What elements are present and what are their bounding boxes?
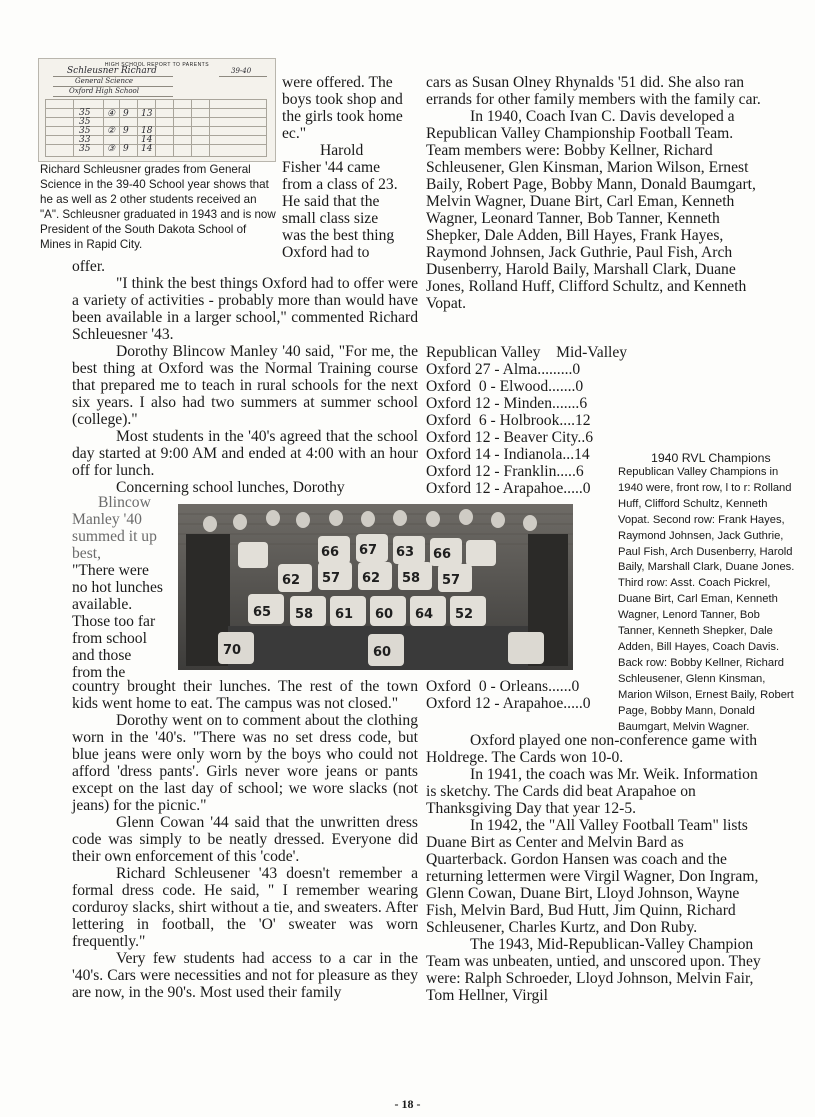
report-card-student: Schleusner Richard xyxy=(67,66,157,76)
paragraph: Dorothy Blincow Manley '40 said, "For me, the best thing at Oxford was the Normal Training course that prepared me to teach in rural schools for the next six years. I also had two summers at summer school (college)." xyxy=(72,343,418,428)
text-line: Blincow xyxy=(98,494,151,511)
column-2-top xyxy=(282,74,422,261)
caption-line: Schleusener, Glenn Kinsman, xyxy=(618,672,766,685)
report-card-subject: General Science xyxy=(75,77,134,85)
jersey-number: 52 xyxy=(455,607,474,622)
results-row: Oxford 27 - Alma.........0 xyxy=(426,361,581,378)
text-line: from school xyxy=(72,630,147,647)
report-card-school: Oxford High School xyxy=(69,87,139,95)
jersey-number: 58 xyxy=(402,571,421,586)
caption-line: Tanner, Kenneth Shepker, Dale xyxy=(618,625,773,638)
results-row: Oxford 6 - Holbrook....12 xyxy=(426,412,591,429)
report-card-image xyxy=(38,58,276,162)
text-line: boys took shop and xyxy=(282,91,403,108)
caption-line: Adden, Bill Hayes, Coach Davis. xyxy=(618,640,780,653)
caption-line: Republican Valley Champions in xyxy=(618,466,779,478)
column-3-bottom xyxy=(426,732,768,1004)
text-line: from a class of 23. xyxy=(282,176,398,193)
column-1-bottom xyxy=(72,678,418,1001)
jersey-number: 61 xyxy=(335,607,354,622)
caption-line: Raymond Johnsen, Jack Guthrie, xyxy=(618,529,784,542)
results-header-right: Mid-Valley xyxy=(556,344,628,361)
jersey-number: 57 xyxy=(442,573,461,588)
text-line: the girls took home xyxy=(282,108,403,125)
jersey-number: 60 xyxy=(373,645,392,660)
jersey-number: 62 xyxy=(282,573,301,588)
paragraph: country brought their lunches. The rest of the town kids went home to eat. The campus was not closed." xyxy=(72,678,418,712)
results-row: Oxford 12 - Minden.......6 xyxy=(426,395,588,412)
caption-line: Paul Fish, Arch Dusenberry, Harold xyxy=(618,545,793,558)
caption-line: Marion Wilson, Ernest Baily, Robert xyxy=(618,688,794,701)
text-line: best, xyxy=(72,545,102,562)
caption-line: Page, Bobby Mann, Donald xyxy=(618,704,755,717)
text-line: small class size xyxy=(282,210,379,227)
text-line: offer. xyxy=(72,258,106,275)
jersey-number: 64 xyxy=(415,607,434,622)
results-header-left: Republican Valley xyxy=(426,344,541,361)
paragraph: The 1943, Mid-Republican-Valley Champion Team was unbeaten, untied, and unscored upon. They were: Ralph Schroeder, Lloyd Johnson, Melvin Fair, Tom Hellner, Virgil xyxy=(426,936,761,1004)
text-line: available. xyxy=(72,596,133,613)
caption-line: Vopat. Second row: Frank Hayes, xyxy=(618,513,785,526)
text-line: He said that the xyxy=(282,193,380,210)
jersey-number: 60 xyxy=(375,607,394,622)
paragraph: Very few students had access to a car in the '40's. Cars were necessities and not for pleasure as they are now, in the 90's. Most used their family xyxy=(72,950,418,1001)
text-line: Manley '40 xyxy=(72,511,142,528)
report-card-caption: Richard Schleusner grades from General Science in the 39-40 School year shows that he as well as 2 other students received an "A". Schleusner graduated in 1943 and is now President of the South Dakota School of Mines in Rapid City. xyxy=(40,163,276,251)
paragraph: cars as Susan Olney Rhynalds '51 did. She also ran errands for other family members with the family car. xyxy=(426,74,761,108)
results-row: Oxford 12 - Franklin.....6 xyxy=(426,463,584,480)
results-row: Oxford 0 - Orleans......0 xyxy=(426,678,580,695)
text-line: Those too far xyxy=(72,613,156,630)
jersey-number: 58 xyxy=(295,607,314,622)
jersey-number: 66 xyxy=(433,547,452,562)
champions-caption xyxy=(618,465,815,735)
text-line: Fisher '44 came xyxy=(282,159,381,176)
text-line: Harold xyxy=(320,142,364,159)
page-number: - 18 - xyxy=(394,1097,421,1111)
text-line: was the best thing xyxy=(282,227,395,244)
text-line: summed it up xyxy=(72,528,157,545)
jersey-number: 70 xyxy=(223,643,242,658)
season-results-extra xyxy=(426,678,616,712)
jersey-number: 63 xyxy=(396,545,415,560)
paragraph: Oxford played one non-conference game with Holdrege. The Cards won 10-0. xyxy=(426,732,758,766)
team-photo xyxy=(178,504,573,670)
caption-line: Baily, Marshall Clark, Duane Jones. xyxy=(618,561,795,574)
caption-line: Third row: Asst. Coach Pickrel, xyxy=(618,577,771,590)
jersey-number: 66 xyxy=(321,545,340,560)
text-line: from the xyxy=(72,664,126,681)
text-line: were offered. The xyxy=(282,74,393,91)
report-card-year: 39-40 xyxy=(231,67,252,75)
text-line: and those xyxy=(72,647,132,664)
caption-line: Duane Birt, Carl Eman, Kenneth xyxy=(618,593,778,606)
paragraph: Glenn Cowan '44 said that the unwritten dress code was simply to be neatly dressed. Everyone did their own enforcement of this 'code'. xyxy=(72,814,418,865)
jersey-number: 67 xyxy=(359,543,378,558)
text-line: no hot lunches xyxy=(72,579,163,596)
jersey-number: 57 xyxy=(322,571,341,586)
jersey-number: 62 xyxy=(362,571,381,586)
results-row: Oxford 14 - Indianola...14 xyxy=(426,446,590,463)
text-line: ec." xyxy=(282,125,307,142)
paragraph: Dorothy went on to comment about the clothing worn in the '40's. "There was no set dress code, but blue jeans were only worn by the boys who could not afford 'dress pants'. Girls never wore jeans or pants except on the last day of school; we wore slacks (not jeans) for the picnic." xyxy=(72,712,418,814)
text-line: Oxford had to xyxy=(282,244,370,261)
caption-line: Back row: Bobby Kellner, Richard xyxy=(618,656,785,669)
paragraph: Richard Schleusener '43 doesn't remember a formal dress code. He said, " I remember wearing corduroy slacks, shirt without a tie, and sweaters. After lettering in football, the 'O' sweater was worn frequently." xyxy=(72,865,418,950)
jersey-number: 65 xyxy=(253,605,272,620)
results-row: Oxford 12 - Beaver City..6 xyxy=(426,429,594,446)
paragraph: In 1942, the "All Valley Football Team" lists Duane Birt as Center and Melvin Bard as Quarterback. Gordon Hansen was coach and the returning lettermen were Virgil Wagner, Don Ingram, Glenn Cowan, Duane Birt, Lloyd Johnson, Wayne Fish, Melvin Bard, Bud Hutt, Jim Quinn, Richard Schleusener, Charles Kurtz, and Don Ruby. xyxy=(426,817,759,936)
caption-line: Baumgart, Melvin Wagner. xyxy=(618,720,750,733)
caption-line: Huff, Clifford Schultz, Kenneth xyxy=(618,497,768,510)
champions-caption-title: 1940 RVL Champions xyxy=(651,451,771,465)
paragraph: In 1941, the coach was Mr. Weik. Information is sketchy. The Cards did beat Arapahoe on Thanksgiving Day that year 12-5. xyxy=(426,766,758,817)
text-line: "There were xyxy=(72,562,149,579)
caption-line: 1940 were, front row, l to r: Rolland xyxy=(618,481,792,494)
caption-line: Wagner, Lenord Tanner, Bob xyxy=(618,609,760,622)
paragraph: "I think the best things Oxford had to offer were a variety of activities - probably more than would have been available in a larger school," commented Richard Schleuesner '43. xyxy=(72,275,418,343)
photo-wrap-text xyxy=(72,494,176,681)
results-row: Oxford 12 - Arapahoe.....0 xyxy=(426,695,591,712)
season-results xyxy=(426,344,626,497)
report-card-title: HIGH SCHOOL REPORT TO PARENTS xyxy=(104,62,210,68)
paragraph: Most students in the '40's agreed that the school day started at 9:00 AM and ended at 4:00 with an hour off for lunch. xyxy=(72,428,418,479)
results-header xyxy=(426,344,626,361)
results-row: Oxford 12 - Arapahoe.....0 xyxy=(426,480,591,497)
column-3-top xyxy=(426,74,768,312)
paragraph: In 1940, Coach Ivan C. Davis developed a Republican Valley Championship Football Team. Team members were: Bobby Kellner, Richard Schleusener, Glen Kinsman, Marion Wilson, Ernest Baily, Robert Page, Bobby Mann, Donald Baumgart, Melvin Wagner, Duane Birt, Carl Eman, Kenneth Wagner, Leonard Tanner, Bob Tanner, Kenneth Shepker, Dale Adden, Bill Hayes, Frank Hayes, Raymond Johnsen, Jack Guthrie, Paul Fish, Arch Dusenberry, Harold Baily, Marshall Clark, Duane Jones, Rolland Huff, Clifford Schultz, and Kenneth Vopat. xyxy=(426,108,756,312)
report-card-grade-grid: 35 35 35 33 35 ④ ② ③ 9 9 9 13 18 14 14 xyxy=(45,99,267,157)
paragraph: Concerning school lunches, Dorothy xyxy=(116,479,345,496)
column-1-text xyxy=(72,258,418,496)
results-row: Oxford 0 - Elwood.......0 xyxy=(426,378,584,395)
